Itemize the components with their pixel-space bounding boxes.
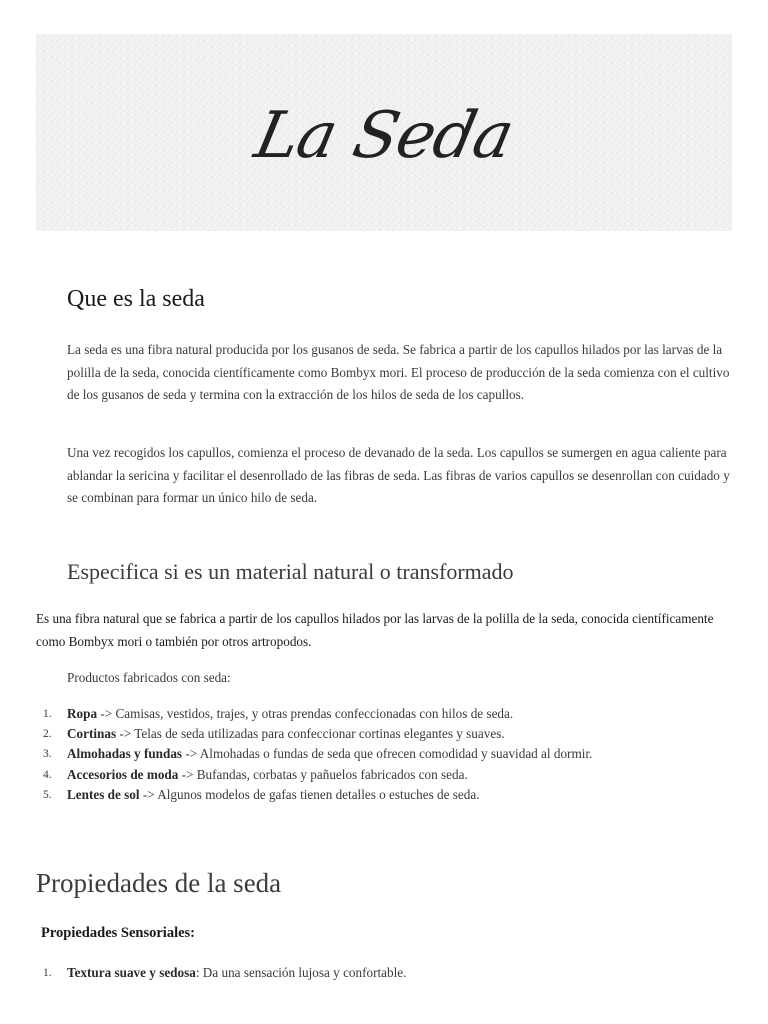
list-term: Almohadas y fundas — [67, 746, 183, 762]
paragraph-devanado: Una vez recogidos los capullos, comienza el proceso de devanado de la seda. Los capullos se sumergen en agua caliente para ablandar la sericina y facilitar el desenrollado de las fibras de seda. Las fibras de varios capullos se desenrollan con cuidado y se combinan para formar un único hilo de seda. — [67, 445, 730, 505]
section-heading-propiedades: Propiedades de la seda — [36, 868, 282, 898]
list-number: 3. — [43, 748, 52, 761]
paragraph-material: Es una fibra natural que se fabrica a partir de los capullos hilados por las larvas de la polilla de la seda, conocida científicamente como Bombyx mori o también por otros artropodos. — [36, 611, 714, 649]
section-heading-material: Especifica si es un material natural o transformado — [67, 559, 514, 584]
list-desc: : Da una sensación lujosa y confortable. — [195, 965, 407, 980]
sensory-list — [36, 963, 736, 983]
list-desc: -> Telas de seda utilizadas para confeccionar cortinas elegantes y suaves. — [116, 726, 505, 742]
list-term: Textura suave y sedosa — [67, 965, 196, 980]
list-number: 4. — [43, 768, 52, 781]
list-item — [36, 785, 736, 805]
list-item — [36, 963, 736, 983]
document-title: La Seda — [248, 99, 520, 173]
title-banner — [36, 34, 732, 231]
list-desc: -> Bufandas, corbatas y pañuelos fabricados con seda. — [178, 766, 468, 782]
list-item — [36, 744, 736, 764]
products-list — [36, 704, 736, 805]
list-item — [36, 704, 736, 724]
list-number: 2. — [43, 728, 52, 741]
subheading-sensoriales: Propiedades Sensoriales: — [41, 925, 195, 941]
products-label: Productos fabricados con seda: — [67, 670, 231, 685]
list-term: Accesorios de moda — [67, 766, 179, 782]
list-desc: -> Camisas, vestidos, trajes, y otras prendas confeccionadas con hilos de seda. — [97, 706, 514, 721]
list-item — [36, 724, 736, 744]
list-term: Lentes de sol — [67, 786, 140, 802]
list-term: Cortinas — [67, 726, 117, 742]
list-number: 1. — [43, 967, 52, 979]
list-term: Ropa — [67, 706, 98, 721]
list-number: 5. — [43, 788, 52, 801]
list-desc: -> Almohadas o fundas de seda que ofrecen comodidad y suavidad al dormir. — [182, 746, 593, 762]
list-desc: -> Algunos modelos de gafas tienen detalles o estuches de seda. — [139, 786, 480, 802]
paragraph-intro: La seda es una fibra natural producida por los gusanos de seda. Se fabrica a partir de los capullos hilados por las larvas de la polilla de la seda, conocida científicamente como Bombyx mori. El proceso de producción de la seda comienza con el cultivo de los gusanos de seda y termina con la extracción de los hilos de seda de los capullos. — [67, 342, 730, 402]
list-item — [36, 765, 736, 785]
section-heading-que-es: Que es la seda — [67, 286, 205, 312]
list-number: 1. — [43, 708, 52, 720]
